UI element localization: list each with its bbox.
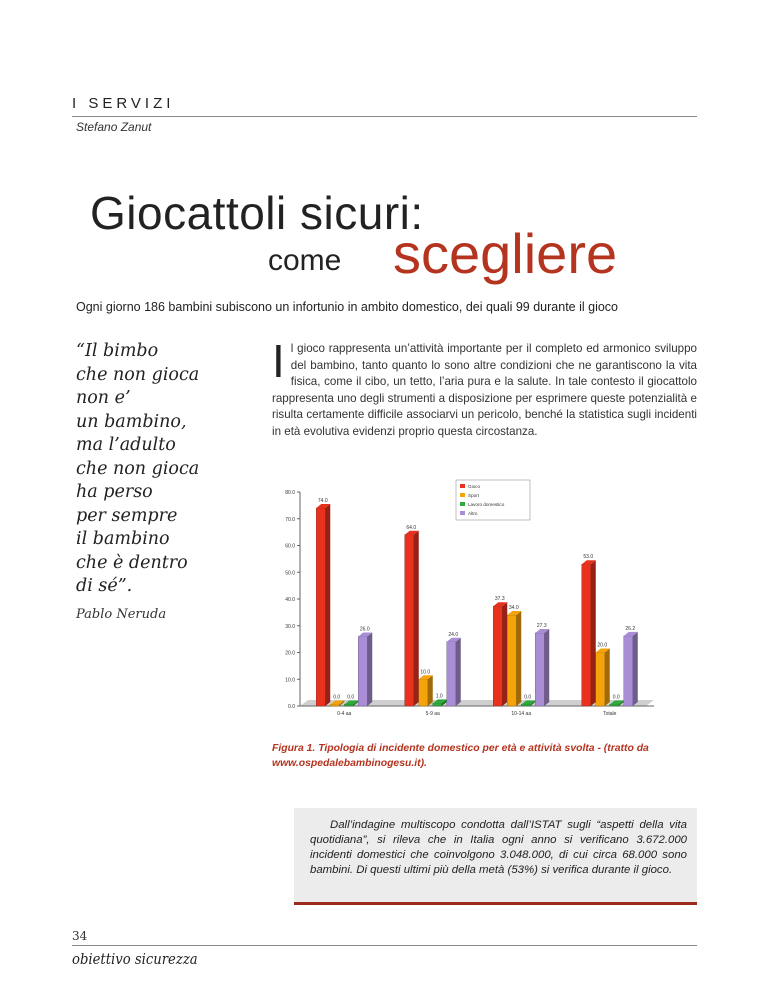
- x-tick-label: Totale: [603, 711, 617, 717]
- legend-label: Lavoro domestico: [468, 502, 505, 507]
- y-tick-label: 60.0: [285, 543, 295, 550]
- bar-value-label: 10.0: [420, 669, 431, 676]
- quote-author: Pablo Neruda: [76, 607, 167, 622]
- bar-value-label: 26.0: [359, 626, 370, 633]
- quote-line: che non gioca: [76, 364, 200, 385]
- bar: [624, 636, 633, 706]
- legend-swatch: [460, 484, 465, 488]
- bar-side: [456, 638, 461, 706]
- bar: [330, 705, 339, 707]
- quote-line: per sempre: [76, 505, 178, 526]
- bar-side: [367, 632, 372, 706]
- footer-rule: [72, 945, 697, 946]
- article-title-line1: Giocattoli sicuri:: [90, 187, 424, 239]
- drop-cap: I: [272, 335, 285, 387]
- istat-infobox: [294, 808, 697, 905]
- legend-label: Gioco: [468, 484, 481, 489]
- y-tick-label: 50.0: [285, 570, 295, 577]
- quote-line: non e’: [76, 388, 131, 408]
- y-tick-label: 0.0: [288, 704, 295, 710]
- article-title-scegliere: scegliere: [393, 222, 618, 285]
- bar-side: [591, 560, 596, 706]
- bar-value-label: 0.0: [333, 694, 341, 701]
- legend-label: Altro: [468, 511, 478, 516]
- bar: [433, 703, 442, 706]
- bar-side: [605, 649, 610, 707]
- bar: [419, 679, 428, 706]
- section-label: I SERVIZI: [72, 95, 175, 112]
- y-tick-label: 40.0: [285, 597, 295, 603]
- bar-side: [633, 632, 638, 706]
- bar: [405, 535, 414, 706]
- bar: [493, 606, 502, 706]
- bar: [610, 705, 619, 707]
- incident-bar-chart: [272, 472, 662, 720]
- bar: [447, 642, 456, 706]
- bar-value-label: 34.0: [508, 605, 519, 612]
- bar-side: [544, 629, 549, 706]
- bar-value-label: 64.0: [406, 524, 417, 531]
- legend-swatch: [460, 493, 465, 497]
- author-name: Stefano Zanut: [76, 120, 152, 134]
- quote-line: che non gioca: [76, 458, 200, 479]
- bar-side: [502, 602, 507, 706]
- bar: [582, 564, 591, 706]
- bar: [316, 508, 325, 706]
- bar-value-label: 27.3: [536, 622, 547, 629]
- bar-value-label: 0.0: [612, 694, 620, 701]
- y-tick-label: 80.0: [285, 490, 295, 496]
- legend-label: Sport: [468, 493, 479, 498]
- bar: [507, 615, 516, 706]
- header-rule: [72, 116, 697, 117]
- bar-side: [414, 531, 419, 706]
- legend-swatch: [460, 502, 465, 506]
- article-title-come: come: [268, 244, 342, 277]
- bar-value-label: 0.0: [347, 694, 355, 701]
- quote-line: ma l’adulto: [76, 435, 176, 455]
- bar-value-label: 0.0: [524, 694, 532, 701]
- bar-value-label: 1.0: [435, 693, 443, 700]
- quote-line: “Il bimbo: [76, 341, 159, 361]
- page-number: 34: [72, 929, 88, 943]
- bar-side: [428, 675, 433, 706]
- x-tick-label: 5-9 aa: [425, 711, 440, 717]
- quote-line: il bambino: [76, 529, 170, 549]
- pull-quote: [76, 340, 256, 599]
- journal-name: obiettivo sicurezza: [72, 950, 198, 968]
- bar-value-label: 26.2: [625, 625, 636, 632]
- bar-value-label: 24.0: [448, 631, 459, 638]
- bar: [358, 636, 367, 706]
- y-tick-label: 20.0: [285, 650, 295, 657]
- quote-line: che è dentro: [76, 552, 188, 573]
- y-tick-label: 10.0: [285, 677, 295, 684]
- body-text: l gioco rappresenta un’attività importante per il completo ed armonico sviluppo del bambino, tanto quanto lo sono altre condizioni che ne garantiscono la vita fisica, come il cibo, un tetto, l’aria pura e la salute. In tale contesto il giocattolo rappresenta uno degli strumenti a disposizione per esprimere queste potenzialità e risulta certamente difficile associarvi un pericolo, benché la statistica sugli incidenti in età evolutiva evidenzi proprio questa circostanza.: [272, 342, 697, 438]
- bar: [521, 705, 530, 707]
- bar-side: [516, 611, 521, 706]
- y-tick-label: 30.0: [285, 623, 295, 630]
- quote-line: un bambino,: [76, 411, 187, 432]
- quote-line: di sé”.: [76, 576, 133, 596]
- body-paragraph: [272, 335, 697, 441]
- x-tick-label: 10-14 aa: [511, 711, 532, 717]
- bar: [535, 633, 544, 706]
- bar: [344, 705, 353, 707]
- bar: [596, 653, 605, 707]
- bar-value-label: 53.0: [583, 554, 594, 561]
- legend-swatch: [460, 511, 465, 515]
- bar-value-label: 20.0: [597, 642, 608, 649]
- bar-value-label: 37.3: [494, 596, 505, 603]
- figure-caption: Figura 1. Tipologia di incidente domestico per età e attività svolta - (tratto da www.ospedalebambinogesu.it).: [272, 743, 649, 769]
- quote-line: ha perso: [76, 482, 153, 502]
- x-tick-label: 0-4 aa: [337, 711, 352, 717]
- y-tick-label: 70.0: [285, 516, 295, 523]
- infobox-text: Dall’indagine multiscopo condotta dall’ISTAT sugli “aspetti della vita quotidiana”, si rileva che in Italia ogni anno si verificano 3.672.000 incidenti domestici che coinvolgono 3.048.000, di cui circa 68.000 sono bambini. Di questi ultimi più della metà (53%) si verifica durante il gioco.: [310, 819, 687, 876]
- bar-side: [325, 504, 330, 706]
- article-subtitle: Ogni giorno 186 bambini subiscono un infortunio in ambito domestico, dei quali 99 durante il gioco: [76, 300, 619, 314]
- bar-value-label: 74.0: [317, 498, 328, 505]
